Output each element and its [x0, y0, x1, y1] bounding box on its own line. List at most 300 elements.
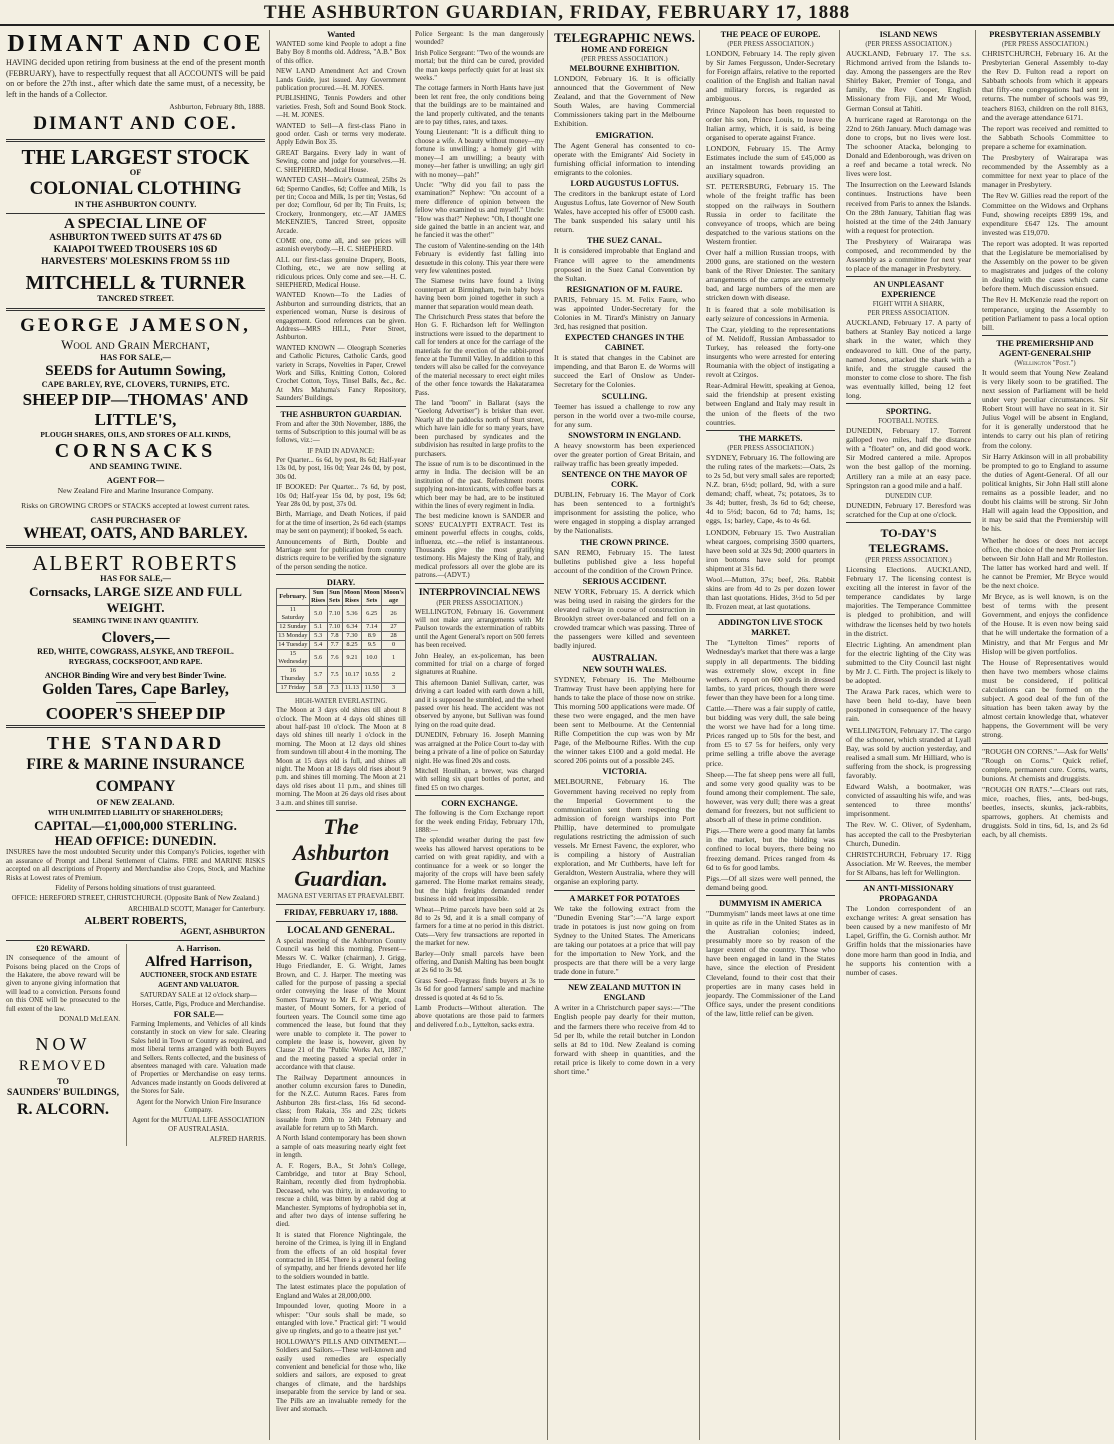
insures-text: INSURES have the most undoubted Security under this Company's Policies, together with an assurance of Prompt and Liberal Settlement of Claims. FIRE and MARINE RISKS accepted on all descriptions of Property and Merchandise also Crops, Stock, and Machine Risks at Lowest rates of Premium. [6, 848, 265, 882]
corn-p2: The splendid weather during the past few weeks has allowed harvest operations to be carried on with great rapidity, and with a continuance for a week or so longer the majority of the crops will have been safely garnered. The Home market remains steady, but the high freights demanded render business in old wheat impossible. [415, 836, 544, 904]
wanted-9: WANTED Known—To the Ladies of Ashburton and surrounding districts, that an experienced woman, Nurse is desirous of engagement. Good references can be given. Address—MRS HILL, Peter Street, Ashburton. [276, 291, 406, 342]
wanted-4: WANTED to Sell—A first-class Piano in good order. Cash or terms very moderate. Apply Edwin Box 35. [276, 121, 406, 147]
head-office: HEAD OFFICE: DUNEDIN. [54, 833, 217, 849]
potato-text: We take the following extract from the "Dunedin Evening Star":—"A large export trade in potatoes is just now going on from Sydney to the United States. The Americans are taking our potatoes at a price that will pay for the importation to New York, and the prospects are that there will be a very large trade done in future." [554, 903, 695, 977]
peace-p2: Prince Napoleon has been requested to order his son, Prince Louis, to leave the Italian army, which, it is said, is being organised to operate against France. [706, 105, 835, 142]
divider [846, 403, 971, 404]
albert-roberts-agent: ALBERT ROBERTS, [84, 915, 187, 928]
dimant-sign: DIMANT AND COE. [33, 113, 238, 135]
melbourne-text: LONDON, February 16. It is officially announced that the Government of New Zealand, and that the Government of New South Wales, are having Commercial Commissioners taking part in the Melbourne Exhibition. [554, 74, 695, 129]
diary-cell: 7.6 [327, 650, 342, 667]
peace-p3: LONDON, February 15. The Army Estimates include the sum of £45,000 as an instalment towards providing an auxiliary squadron. [706, 143, 835, 181]
divider [415, 795, 544, 796]
dunedin-cup-text: DUNEDIN, February 17. Beresford was scratched for the Cup at one o'clock. [846, 500, 971, 519]
markets-press: (PER PRESS ASSOCIATION.) [727, 444, 814, 452]
inter-p2: John Healey, an ex-policeman, has been committed for trial on a charge of forged signatures at Ruahine. [415, 651, 544, 677]
addington-p4: Pigs.—There were a good many fat lambs in the market, but the bidding was confined to local buyers, there being no freezing demand. Prices ranged from 4s 6d to 6s for good lambs. [706, 826, 835, 872]
col2-p9: The issue of rum is to be discontinued in the army in India. The decision will be an institution of the past. Refreshment rooms supplying non-intoxicants, with coffee bars at which beer may be had, are to be instituted within the lines of every regiment in India. [415, 459, 544, 510]
presb-p6: The Rev H. McKenzie read the report on temperance, urging the Assembly to petition Parliament to pass a local option bill. [982, 295, 1108, 332]
peace-p5: Over half a million Russian troops, with 2000 guns, are stationed on the western bank of the River Dniester. The sanitary arrangements of the camps are extremely bad, and large numbers of the men are stricken down with disease. [706, 247, 835, 303]
island-p4: The Presbytery of Wairarapa was composed, and recommended by the Assembly as a committee for next year to place of the manager in Presbytery. [846, 236, 971, 274]
clovers: Clovers,— [101, 630, 170, 647]
diary-cell: 5.7 [309, 667, 327, 684]
diary-cell: 9.21 [342, 650, 362, 667]
ryegrass-line: RYEGRASS, COCKSFOOT, AND RAPE. [68, 657, 203, 667]
island-p3: The Insurrection on the Leeward Islands continues. Instructions have been received from Paris to annex the Islands. On the 28th January, Tahitian flag was hoisted at the time of the 24th January with a request for protection. [846, 180, 971, 235]
todays-p7: CHRISTCHURCH, February 17. Rigg Association. Mr W. Reeves, the member for St Albans, has left for Wellington. [846, 849, 971, 877]
divider [276, 406, 406, 407]
markets-heading: THE MARKETS. [738, 433, 803, 443]
largest-stock-heading: THE LARGEST STOCK [21, 145, 250, 170]
todays-press: (PER PRESS ASSOCIATION.) [865, 556, 952, 564]
fidelity: Fidelity of Persons holding situations of trust guaranteed. [55, 883, 216, 892]
diary-cell: 10.55 [362, 667, 382, 684]
peace-heading: THE PEACE OF EUROPE. [720, 30, 821, 39]
local-5: It is stated that Florence Nightingale, the heroine of the Crimea, is lying ill in England from the effects of an old hospital fever contracted in 1854. There is a general feeling of sympathy, and her friends devoted her life to the soldiers wounded in battle. [276, 1230, 406, 1281]
cornsacks: CORNSACKS [54, 440, 217, 463]
coopers-dip: COOPER'S SHEEP DIP [45, 704, 226, 724]
inter-p5: Mitchell Houlihan, a brewer, was charged with selling six quart bottles of porter, and fined £5 on two charges. [415, 766, 544, 792]
peace-press: (PER PRESS ASSOCIATION.) [727, 41, 814, 48]
cornsacks-2: Cornsacks, LARGE SIZE AND FULL WEIGHT. [29, 584, 242, 616]
inter-p4: DUNEDIN, February 16. Joseph Manning was arraigned at the Police Court to-day with being a private of a line of police on Saturday night. He was fined 20s and costs. [415, 731, 544, 765]
local-6: The latest estimates place the population of England and Wales at 28,000,000. [276, 1283, 406, 1300]
addington-p1: The "Lyttelton Times" reports of Wednesday's market that there was a large supply in all departments. The bidding was extremely slow, except in fine wethers. A report on 600 yards in dressed lambs, to yard prices, though there were fewer than they have been for a long time. [706, 638, 835, 702]
markets-p3: Wool.—Mutton, 37s; beef, 26s. Rabbit skins are from 4d to 2s per dozen lower than last quotations. Hides, 3½d to 5d per lb. Frozen meat, at last quotations. [706, 574, 835, 612]
diary-cell: 6.25 [362, 606, 382, 623]
dummyism-heading: DUMMYISM IN AMERICA [719, 898, 822, 908]
victoria-heading: VICTORIA. [602, 767, 647, 777]
diary-cell: 8.9 [362, 632, 382, 641]
interprovincial-press: (PER PRESS ASSOCIATION.) [436, 599, 523, 607]
diary-cell: 17 Friday [277, 684, 310, 693]
emigration-text: The Agent General has consented to co-operate with the Emigrants' Aid Society in furnishing official information to intending emigrants to the colonies. [554, 140, 695, 177]
diary-cell: 7.3 [327, 684, 342, 693]
diary-cell: 6.34 [342, 623, 362, 632]
addington-heading: ADDINGTON LIVE STOCK MARKET. [718, 618, 823, 638]
plough-shares: PLOUGH SHARES, OILS, AND STORES OF ALL KINDS, [40, 430, 231, 440]
diary-row [277, 667, 406, 684]
diary-cell: 5.4 [309, 641, 327, 650]
diary-cell: 3 [382, 684, 406, 693]
suez-text: It is considered improbable that England and France will agree to the amendments proposed in the Suez Canal Convention by the Sultan. [554, 246, 695, 283]
moon-text: The Moon at 3 days old shines till about 8 o'clock. The Moon at 4 days old shines till about half-past 10 o'clock. The Moon at 8 days old shines till nearly 1 o'clock in the morning. The Moon at 12 days old shines from sundown till about 4 in the morning. The Moon at 15 days old is full, and shines all night. The Moon at 18 days old rises about 9 p.m. and shines till morning. The Moon at 21 days old rises about 11 p.m., and shines till morning. The Moon at 26 days old rises about 3 a.m. and shines till sunrise. [276, 706, 406, 807]
nz-fire: New Zealand Fire and Marine Insurance Company. [57, 486, 214, 496]
diary-th: Moon Sets [363, 589, 380, 605]
agent-for: AGENT FOR— [106, 476, 165, 486]
diary-row [277, 632, 406, 641]
harrison-agent-2: Agent for the MUTUAL LIFE ASSOCIATION OF AUSTRALASIA. [132, 1116, 265, 1133]
sculling-heading: SCULLING. [601, 391, 648, 401]
divider [706, 895, 835, 896]
guardian-terms: From and after the 30th November, 1886, the terms of Subscription to this journal will be as follows, viz.:— [276, 419, 406, 445]
peace-p1: LONDON, February 14. The reply given by Sir James Fergusson, Under-Secretary for Foreign affairs, relative to the reported coalition of the English and Italian naval and military forces, is regarded as ambiguous. [706, 49, 835, 104]
agent-ashburton: AGENT, ASHBURTON [180, 927, 265, 937]
addington-p5: Pigs.—Of all sizes were well penned, the demand being good. [706, 873, 835, 892]
sculling-text: Teemer has issued a challenge to row any person in the world over a two-mile course, for any sum. [554, 401, 695, 429]
mutton-text: A writer in a Christchurch paper says:—"The English people pay dearly for their mutton, and the farmers there who receive from 4d to 5d per lb, while the retail butcher in London sells at 8d to 10d. New Zealand is coming forward with sheep in quantities, and the retail price is likely to come down in a very short time." [554, 1003, 695, 1076]
dummyism-text: "Dummyism" lands meet laws at one time in quite as rife in the United States as in the Australian colonies; indeed, presumably more so by reason of the larger extent of the country. Those who have been engaged in land in the States have, since the election of President Cleveland, found to their cost that their properties are in many cases held in jeopardy. The Commissioner of the Land Office says, under the present conditions of the law, little relief can be given. [706, 908, 835, 1018]
harrison-list: Farming Implements, and Vehicles of all kinds constantly in stock on view for sale. Clearing Sales held in Town or Country as required, and most liberal terms arranged with both Buyers and Sellers. Rents collected, and the business of absentees managed with care. Valuation made of Properties or Merchandise on easy terms. Advances made instantly on Goods delivered at the Stores for Sale. [131, 1019, 266, 1096]
mutton-heading: NEW ZEALAND MUTTON IN ENGLAND [568, 983, 681, 1003]
harrison-sign: ALFRED HARRIS. [209, 1135, 266, 1144]
anchor-wire: ANCHOR Binding Wire and very best Binder Twine. [44, 671, 227, 681]
island-p2: A hurricane raged at Rarotonga on the 22nd to 26th January. Much damage was done to crops, but no lives were lost. The schooner Atacka, belonging to Donald and Edenborough, was driven on a reef and became a total wreck. No lives were lost. [846, 114, 971, 179]
local-heading: LOCAL AND GENERAL. [287, 926, 395, 937]
column-2-left [276, 30, 406, 1415]
emigration-heading: EMIGRATION. [595, 130, 654, 140]
alcorn: R. ALCORN. [16, 1101, 109, 1119]
wanted-5: GREAT Bargains. Every lady in want of Sewing, come and judge for yourselves.—H. C. SHEPHERD, Medical House. [276, 148, 406, 174]
harrison-forsale: FOR SALE— [173, 1009, 224, 1019]
divider [554, 979, 695, 980]
seaming-twine: AND SEAMING TWINE. [89, 462, 182, 472]
diary-cell: 5.6 [309, 650, 327, 667]
paper-date: FRIDAY, FEBRUARY 17, 1888. [284, 908, 398, 918]
wanted-3: PUBLISHING, Tennis Powders and other varieties. Fresh, Soft and Sound Book Stock.—H. M. JONES. [276, 94, 406, 120]
clover-kinds: RED, WHITE, COWGRASS, ALSYKE, AND TREFOIL. [37, 647, 234, 657]
faure-heading: RESIGNATION OF M. FAURE. [566, 284, 683, 294]
sporting-text: DUNEDIN, February 17. Torrent galloped two miles, half the distance with a "floater" on, and did good work. Sir Modred cantered a mile. Apropos won the best gallop of the morning. Artillery ran a mile at an easy pace. Springston ran a good mile and a half. [846, 426, 971, 490]
todays-p3: The Arawa Park races, which were to have been held to-day, have been postponed in consequence of the heavy rain. [846, 687, 971, 724]
divider [6, 213, 265, 214]
standard-heading: THE STANDARD [46, 733, 225, 754]
diary-cell: 7.10 [328, 623, 341, 631]
corn-p3: Wheat—Prime parcels have been sold at 2s 8d to 2s 9d, and it is a small company of farmers for a time at no period in this district. Oats—Very few transactions are reported in the market for new. [415, 905, 544, 948]
diary-cell: 2 [382, 667, 406, 684]
guardian-heading: THE ASHBURTON GUARDIAN. [280, 409, 402, 419]
bottom-ads [6, 944, 266, 1144]
reward-ad [6, 944, 120, 1121]
reward-heading: £20 REWARD. [36, 944, 90, 954]
diary-cell: 0 [382, 641, 406, 650]
todays-p5: Edward Walsh, a bootmaker, was convicted of assaulting his wife, and was sentenced to three months' imprisonment. [846, 782, 971, 819]
diary-cell: 5.36 [342, 606, 362, 623]
reward-text: IN consequence of the amount of Poisons being placed on the Crops of the Hakatere, the above reward will be given to anyone giving information that will lead to a conviction. Persons found on this ONE will be prosecuted to the full extent of the law. [6, 954, 120, 1013]
advance-rates: Per Quarter... 6s 6d, by post, 8s 6d; Half-year 13s 0d, by post, 16s 0d; Year 24s 0d, by post, 30s 0d. [276, 455, 406, 481]
nsw-text: SYDNEY, February 16. The Melbourne Tramway Trust have been applying here for hands to take the place of those now on strike. This morning 500 applications were made. Of these two were engaged, and the men have been sent to Melbourne. At the Centennial Rifle Competition the cup was won by Mr Page, of the Melbourne Rifles. With the cup the winner takes £100 and a gold medal. He scored 206 points out of a possible 245. [554, 674, 695, 766]
diary-row [277, 684, 406, 693]
presb-p2: The report was received and remitted to the Sabbath Schools Committee to prepare a scheme for examination. [982, 123, 1108, 151]
capital: CAPITAL—£1,000,000 STERLING. [34, 818, 237, 834]
wanted-1: WANTED some kind People to adopt a fine Baby Boy 8 months old. Address, "A.B." Box of this office. [276, 40, 406, 65]
diary-cell: 7.5 [327, 667, 342, 684]
loftus-heading: LORD AUGUSTUS LOFTUS. [570, 178, 679, 188]
diary-cell: 11 Saturday [277, 606, 310, 623]
presbyterian-press: (PER PRESS ASSOCIATION.) [1001, 41, 1089, 48]
todays-p6: The Rev. W. C. Oliver, of Sydenham, has accepted the call to the Presbyterian Church, Dunedin. [846, 820, 971, 848]
unpleasant-text: AUCKLAND, February 17. A party of bathers at Stanley Bay noticed a large shark in the water, which they endeavored to kill. One of the party, named Jones, attacked the shark with a knife, and the struggle caused the monster to come close to shore. The fish was eventually killed, being 12 feet long. [846, 318, 971, 400]
diary-cell: 13 Monday [278, 632, 308, 640]
divider [6, 139, 265, 142]
col2-p7: The Christchurch Press states that before the Hon G. F. Richardson left for Wellington instructions were issued to the department to call for tenders at once for the carriage of the materials for the erection of the rabbit-proof fence at the Tummil Valley. In addition to this tenders will also be called for the conveyance of the material necessary to erect eight miles of the other fence towards the Hakataramea Pass. [415, 313, 544, 397]
births-notice: Birth, Marriage, and Death Notices, if paid for at the time of insertion, 2s 6d each (stamps may be sent on payment); if booked, 5s each. [276, 510, 406, 536]
office-address: OFFICE: HEREFORD STREET, CHRISTCHURCH. (Opposite Bank of New Zealand.) [11, 894, 260, 903]
corn-p5: Grass Seed—Ryegrass finds buyers at 3s to 3s 6d for good farmers' sample and machine dressed is quoted at 4s 6d to 5s. [415, 976, 544, 1002]
diary-cell: 7.30 [342, 632, 362, 641]
diary-cell: 7.10 [327, 606, 342, 623]
todays-p2: Electric Lighting. An amendment plan for the electric lighting of the City was submitted to the City Council last night by Mr J. C. Firth. The project is likely to be adopted. [846, 639, 971, 686]
peace-p6: It is feared that a sole mobilisation is early seizure of concessions in Armenia. [706, 304, 835, 323]
colonial-county: IN THE ASHBURTON COUNTY. [74, 200, 197, 210]
col2-p8: The land "boom" in Ballarat (says the "Geelong Advertiser") is brisker than ever. Nearly all the paddocks north of Sturt street, which have lain idle for so many years, have been purchased by syndicates and the subdivision has resulted in large profits to the purchasers. [415, 399, 544, 458]
diary-cell: 10.0 [362, 650, 382, 667]
divider [982, 335, 1108, 336]
archibald-scott: ARCHIBALD SCOTT, Manager for Canterbury. [127, 904, 265, 913]
diary-cell: 5.3 [309, 632, 327, 641]
harrison-label: A. Harrison. [176, 944, 221, 954]
diary-row [277, 606, 406, 623]
has-for-sale-2: HAS FOR SALE,— [100, 574, 171, 584]
diary-cell: 5.0 [309, 606, 327, 623]
has-for-sale: HAS FOR SALE,— [100, 353, 171, 363]
diary-th: Moon Rises [343, 589, 360, 605]
presb-p1: CHRISTCHURCH, February 16. At the Presbyterian General Assembly to-day the Rev D. Fulton read a report on Sabbath schools from which it appears that fifty-one congregations had sent in returns. The number of schools was 99, teachers 8163, children on the roll 8163, and the average attendance 6171. [982, 49, 1108, 122]
diary-cell: 16 Thursday [277, 667, 310, 684]
wanted-2: NEW LAND Amendment Act and Crown Lands Guide, just issued. Any Government publication procured.—H. M. JONES. [276, 67, 406, 93]
george-jameson: GEORGE JAMESON, [20, 315, 251, 337]
column-2-right [410, 30, 544, 1031]
corn-p6: Lamb Products—Without alteration. The above quotations are those paid to farmers and delivered f.o.b., Lyttelton, sacks extra. [415, 1004, 544, 1029]
spacer [6, 1025, 120, 1033]
of-nz: OF NEW ZEALAND. [96, 798, 175, 808]
golden-tares: Golden Tares, Cape Barley, [42, 681, 229, 699]
unpleasant-press: PER PRESS ASSOCIATION. [867, 310, 950, 318]
dimant-title: DIMANT AND COE [7, 31, 264, 57]
sporting-heading: SPORTING. [885, 407, 932, 417]
column-peace-markets [702, 30, 840, 1440]
mitchell-turner: MITCHELL & TURNER [25, 272, 246, 295]
dimant-date: Ashburton, February 8th, 1888. [169, 102, 265, 111]
col2-p1: Irish Police Sergeant: "Two of the wounds are mortal; but the third can be cured, provided the man keeps perfectly quiet for at least six weeks." [415, 48, 544, 83]
paper-title: The Ashburton Guardian. [292, 814, 390, 892]
divider [554, 890, 695, 891]
markets-p1: SYDNEY, February 16. The following are the ruling rates of the markets:—Oats, 2s to 2s 5d, but very small sales are reported; N.Z. bran, 6½d; pollard, 9d, with a sure demand; chaff, wheat, 7s; potatoes, 3s to 3s 4d; butter, fresh, 3s 6d to 6d; cheese, 4d to 5½d; bacon, 6d to 7d; hams, 1s; eggs, 1s; barley, Cape, 4s to 4s 6d. [706, 452, 835, 526]
wanted-6: WANTED CASH—Moir's Oatmeal, 25lbs 2s 6d; Spermo Candles, 6d; Coffee and Milk, 1s per tin; Cocoa and Milk, 1s per tin; Vestas, 6d per doz; Cornflour, 6d per lb; Tin Fruits, 1s; Crockery, Ironmongery, etc.—AT JAMES McKENZIE'S, Tancred Street, opposite Arcade. [276, 176, 406, 235]
diary-cell: 11.50 [362, 684, 382, 693]
moon-heading: HIGH-WATER EVERLASTING. [294, 698, 388, 706]
wool-grain: Wool and Grain Merchant, [61, 337, 210, 353]
todays-p1: Licensing Elections. AUCKLAND, February 17. The licensing contest is exciting all the interest in favor of the temperance candidates by large majorities. The Temperance Committee is pledged to prohibition, and will withdraw the licenses held by two hotels in the district. [846, 564, 971, 638]
nsw-heading: NEW SOUTH WALES. [582, 664, 667, 674]
seeds-line: SEEDS for Autumn Sowing, [45, 363, 226, 380]
diary-th: Sun Rises [311, 589, 326, 605]
premier-p3: Whether he does or does not accept office, the choice of the next Premier lies between Sir John Hall and Mr Rolleston. The latter has worked hard and well. If he cannot be Premier, Mr Bryce would be the next choice. [982, 535, 1108, 590]
column-presbyterian [978, 30, 1112, 1440]
trousers-line: KAIAPOI TWEED TROUSERS 10S 6D [53, 245, 218, 256]
diary-cell: 28 [382, 632, 406, 641]
wheat-oats: WHEAT, OATS, AND BARLEY. [23, 525, 248, 543]
cape-barley: CAPE BARLEY, RYE, CLOVERS, TURNIPS, ETC. [41, 380, 230, 390]
diary-cell: 12 Sunday [277, 623, 310, 632]
peace-p7: The Czar, yielding to the representations of M. Nelidoff, Russian Ambassador to Turkey, has released the forty-one insurgents who were arrested for entering Roumania with the object of instigating a revolt at Czirgos. [706, 324, 835, 380]
island-p1: AUCKLAND, February 17. The s.s. Richmond arrived from the Islands to-day. Among the passengers are the Rev Shirley Baker, Premier of Tonga, and family, the Rev Cooper, English Missionary from Fiji, and Mr Wood, German Consul at Tahiti. [846, 49, 971, 113]
saunders-buildings: SAUNDERS' BUILDINGS, [7, 1088, 119, 1099]
cabinet-heading: EXPECTED CHANGES IN THE CABINET. [564, 333, 685, 353]
albert-roberts: ALBERT ROBERTS [32, 551, 239, 576]
col2-p4: Uncle: "Why did you fail to pass the examination?" Nephew: "On account of a mere difference of opinion between the fellow who examined us and myself." Uncle: "How was that?" Nephew: "Oh, I thought one side gained the battle in an ancient war, and he fancied it was the other!" [415, 180, 544, 240]
faure-text: PARIS, February 15. M. Felix Faure, who was appointed Under-Secretary for the Colonies in M. Tirard's Ministry on January 3rd, has resigned that position. [554, 294, 695, 332]
football-heading: FOOTBALL NOTES. [878, 418, 939, 426]
paid-in-advance: IF PAID IN ADVANCE: [307, 447, 375, 455]
peace-p4: ST. PETERSBURG, February 15. The whole of the freight traffic has been stopped on the railways in Southern Russia in order to facilitate the conveyance of troops, which are being despatched to the various stations on the Western frontier. [706, 182, 835, 246]
island-press: (PER PRESS ASSOCIATION.) [865, 41, 952, 48]
suits-line: ASHBURTON TWEED SUITS AT 47S 6D [49, 233, 222, 244]
victoria-text: MELBOURNE, February 16. The Government having received no reply from the Imperial Government to the communication sent them respecting the admission of foreign warships into Port Phillip, have determined to promulgate regulations restricting the admission of such vessels. Mr Ernest Favenc, the explorer, who is compiling a history of Australian exploration, and Mr Cuthberts, have left for Geraldton, Western Australia, where they will organise an exploring party. [554, 777, 695, 887]
col2-p5: The custom of Valentine-sending on the 14th February is evidently fast falling into desuetude in this colony. This year there were very few valentines posted. [415, 241, 544, 275]
crown-heading: THE CROWN PRINCE. [580, 537, 669, 547]
todays-p4: WELLINGTON, February 17. The cargo of the schooner, which stranded at Lyall Bay, was sold by auction yesterday, and realised a small sum. Mr Hilliard, who is suffering from the shock, is progressing favorably. [846, 725, 971, 780]
crown-text: SAN REMO, February 15. The latest bulletins published give a less hopeful account of the condition of the Crown Prince. [554, 547, 695, 575]
divider [116, 702, 156, 703]
local-2: The Railway Department announces in another column excursion fares to Dunedin, for the N.Z.C. Autumn Races. Fares from Ashburton 28s first-class, 16s 6d second-class; from Rakaia, 35s and 22s; tickets issuable from 20th to 24th February and available for return up to 5th March. [276, 1073, 406, 1132]
moleskins-line: HARVESTERS' MOLESKINS FROM 5S 11D [41, 257, 230, 268]
unpleasant-heading: AN UNPLEASANT EXPERIENCE [873, 280, 944, 300]
press-association: (PER PRESS ASSOCIATION.) [581, 56, 668, 63]
suez-heading: THE SUEZ CANAL. [587, 236, 662, 246]
diary-cell: 9.5 [362, 641, 382, 650]
snowstorm-text: A heavy snowstorm has been experienced over the greater portion of Great Britain, and railway traffic has been greatly impeded. [554, 440, 695, 468]
corn-p4: Barley—Only small parcels have been offering, and Danish Malting has been bought at 2s 6d to 3s 9d. [415, 949, 544, 975]
corn-heading: CORN EXCHANGE. [441, 799, 518, 809]
column-telegraphic [550, 30, 700, 1440]
wanted-8: ALL our first-class genuine Drapery, Boots, Clothing, etc., we are now selling at ridiculous prices. Only come and see.—H. C. SHEPHERD, Medical House. [276, 255, 406, 289]
rough-on-rats: "ROUGH ON RATS."—Clears out rats, mice, roaches, flies, ants, bed-bugs, beetles, insects, skunks, jack-rabbits, sparrows, gophers. At chemists and druggists. Sold in tins, 6d, 1s, and 2s 6d each, by all chemists. [982, 784, 1108, 840]
telegraphic-heading: TELEGRAPHIC NEWS. [554, 30, 695, 45]
diary-th: Sun Sets [329, 589, 341, 605]
divider [276, 810, 406, 811]
harrison-agent: Agent for the Norwich Union Fire Insurance Company. [136, 1097, 261, 1114]
potato-heading: A MARKET FOR POTATOES [569, 893, 680, 903]
divider [415, 583, 544, 584]
diary-body [277, 606, 406, 693]
booked-rates: IF BOOKED: Per Quarter... 7s 6d, by post, 10s 0d; Half-year 15s 0d, by post, 19s 6d; Year 28s 0d, by post, 37s 0d. [276, 483, 406, 508]
rough-on-corns: "ROUGH ON CORNS."—Ask for Wells' "Rough on Corns." Quick relief, complete, permanent cure. Corns, warts, bunions. At chemists and druggists. [982, 746, 1109, 783]
divider [276, 904, 406, 905]
premier-p2: Sir Harry Atkinson will in all probability be prompted to go to England to assume the duties of Agent-General. Of all our political knights, Sir John Hall still alone remains as a possible leader, and no doubt his claims will be strong. Sir John Hall will again lead the Opposition, and it may be said that the Premiership will be his. [982, 451, 1108, 534]
diary-th: February. [277, 589, 310, 606]
fire-marine: FIRE & MARINE INSURANCE COMPANY [26, 756, 245, 796]
colonial-clothing: COLONIAL CLOTHING [29, 178, 242, 200]
diary-cell: 8.25 [342, 641, 362, 650]
premier-p4: Mr Bryce, as is well known, is on the best of terms with the present Government, and enjoys the confidence of the House. It is even now being said that he will undertake the formation of a Ministry, and that Mr Fergus and Mr Hislop will be given portfolios. [982, 592, 1108, 656]
divider [6, 725, 265, 728]
australian-heading: AUSTRALIAN. [591, 653, 658, 664]
sheep-dip: SHEEP DIP—THOMAS' AND LITTLE'S, [22, 390, 249, 430]
anti-missionary-text: The London correspondent of an exchange writes: A great sensation has been caused by a new manifesto of Mr Lapel, Griffin, the G. Cornish author. Mr Griffin holds that the missionaries have done more harm than good in India, and he supports his contention with a number of cases. [846, 904, 971, 977]
presb-p5: The report was adopted. It was reported that the Legislature be memorialised by the Assembly on the power to be given to magistrates and judges of the colony in dealing with the cases which came before them. Much discussion ensued. [982, 238, 1108, 294]
column-island-telegrams [842, 30, 976, 1440]
tancred-street: TANCRED STREET. [97, 294, 174, 304]
wanted-7: COME one, come all, and see prices will astonish everybody.—H. C. SHEPHERD. [276, 236, 406, 254]
loftus-text: The creditors in the bankrupt estate of Lord Augustus Loftus, late Governor of New South Wales, have accepted his offer of £5000 cash. The bank suspended his salary until his return. [554, 188, 695, 235]
harrison-name: Alfred Harrison, [144, 954, 253, 971]
addington-p3: Sheep.—The fat sheep pens were all full, and some very good quality was to be found among their complement. The sale, however, was very dull; there was a great demand for freezers, but not sufficient to absorb all of these in prime condition. [706, 769, 835, 825]
anti-missionary-heading: AN ANTI-MISSIONARY PROPAGANDA [863, 884, 954, 904]
largest-of: OF [129, 168, 142, 178]
presb-p4: The Rev W. Gillies read the report of the Committee on the Widows and Orphans Fund, showing receipts £899 19s, and expenditure £647 12s. The amount invested was £19,070. [982, 191, 1108, 237]
diary-head-row [277, 589, 406, 606]
cash-purchaser: CASH PURCHASER OF [90, 516, 181, 526]
holloway: HOLLOWAY'S PILLS AND OINTMENT.—Soldiers and Sailors.—These well-known and easily used remedies are especially convenient and beneficial for those who, like soldiers and sailors, are exposed to great changes of climate, and the hardships inseparable from the service by land or sea. The Pills are an invaluable remedy for the liver and stomach. [276, 1337, 406, 1413]
to-word: TO [57, 1077, 69, 1087]
unpleasant-sub: FIGHT WITH A SHARK, [872, 301, 945, 309]
diary-th: Moon's age [383, 589, 404, 605]
dimant-notice: HAVING decided upon retiring from business at the end of the present month (FEBRUARY), have to respectfully request that all ACCOUNTS will be paid on or before the 27th inst., after which date the same must, of a necessity, be left in the hands of a Collector. [6, 58, 265, 99]
liability: WITH UNLIMITED LIABILITY OF SHAREHOLDERS; [48, 809, 223, 818]
accident-text: NEW YORK, February 15. A derrick which was being used in raising the girders for the elevated railway in course of construction in Brooklyn street over-balanced and fell on a crowded tramcar which was passing. Three of the passengers were killed and seventeen badly injured. [554, 586, 695, 651]
col2-p3: Young Lieutenant: "It is a difficult thing to choose a wife. A beauty without money—my fortune is unwilling; a homely girl with money—I am unwilling; a beauty with money—her father is unwilling; an ugly girl with no money—pah!" [415, 128, 544, 179]
premier-p5: The House of Representatives would then have two members whose claims must be considered, if political calculations can be formed on the subject. A good deal of the fun of the situation has been taken away by the almost certain knowledge that, whatever happens, the Government will be very strong. [982, 657, 1108, 740]
paper-motto: MAGNA EST VERITAS ET PRAEVALEBIT. [277, 893, 405, 901]
diary-cell: 7.14 [362, 623, 382, 632]
diary-row [277, 623, 406, 632]
island-heading: ISLAND NEWS [879, 30, 938, 39]
diary-cell: 14 Tuesday [278, 641, 308, 649]
interprovincial-heading: INTERPROVINCIAL NEWS [418, 587, 541, 598]
masthead-title: THE ASHBURTON GUARDIAN, FRIDAY, FEBRUARY 17, 1888 [263, 2, 851, 23]
home-foreign: HOME AND FOREIGN [581, 45, 668, 54]
dunedin-cup-heading: DUNEDIN CUP. [885, 492, 932, 500]
diary-row [277, 650, 406, 667]
col2-p10: The best medicine known is SANDER and SONS' EUCALYPTI EXTRACT. Test its eminent powerful effects in coughs, colds, influenza, etc.—the relief is instantaneous. Thousands give the most gratifying testimony. His Majesty the King of Italy, and medical professors all over the globe are its patrons.—(ADVT.) [415, 512, 544, 580]
todays-telegrams-heading: TO-DAY'S TELEGRAMS. [868, 525, 949, 555]
diary-cell: 11.13 [342, 684, 362, 693]
cork-heading: SENTENCE ON THE MAYOR OF CORK. [561, 470, 688, 490]
diary-cell: 27 [382, 623, 406, 632]
divider [6, 940, 265, 941]
diary-table [276, 588, 406, 693]
seaming-twine-2: SEAMING TWINE IN ANY QUANTITY. [72, 617, 199, 626]
now-word: NOW [35, 1034, 91, 1055]
local-4: A. F. Rogers, B.A., St John's College, Cambridge, and tutor at Bray School, Rainham, recently died from hydrophobia. Deceased, who was thirty, in endeavoring to rescue a child, was bitten by a rabid dog at Manchester. Symptoms of hydrophobia set in, and after two days of intense suffering he died. [276, 1161, 406, 1229]
announce-notice: Announcements of Birth, Double and Marriage sent for publication from country districts require to be verified by the signature of the person sending the notice. [276, 537, 406, 571]
presbyterian-heading: PRESBYTERIAN ASSEMBLY [989, 30, 1101, 39]
melbourne-heading: MELBOURNE EXHIBITION. [569, 64, 680, 73]
inter-p1: WELLINGTON, February 16. Government will not make any arrangements with Mr Paulson towards the extermination of rabbits until the Agent General's report on 500 ferrets has been received. [415, 607, 544, 650]
presb-p3: The Presbytery of Wairarapa was recommended by the Assembly as a committee for next year to place of the manager in Presbytery. [982, 153, 1108, 190]
wanted-heading: Wanted [327, 30, 355, 39]
addington-p2: Cattle.—There was a fair supply of cattle, but bidding was very dull, the sale being the worst we have had for a long time. Prices ranged up to 50s for the best, and from £5 to £7 5s for heifers, only very prime selling a trifle above the average price. [706, 704, 835, 768]
diary-cell: 26 [382, 606, 406, 623]
divider [982, 743, 1108, 744]
harrison-sale: SATURDAY SALE at 12 o'clock sharp—Horses, Cattle, Pigs, Produce and Merchandise. [131, 991, 266, 1008]
premier-p1: It would seem that Young New Zealand is very likely soon to be gratified. The next session of Parliament will be held under very peculiar circumstances. Sir Robert Stout will have no seat in it. Sir Julius Vogel will be absent in England, for it is generally understood that he intends to carry out his plan of retiring from the colony. [982, 367, 1108, 450]
diary-cell: 10.17 [342, 667, 362, 684]
diary-cell: 7.8 [327, 632, 342, 641]
diary-cell: 5.8 [309, 684, 327, 693]
divider [846, 276, 971, 277]
diary-cell: 7.7 [327, 641, 342, 650]
premiership-source: (Wellington "Post.") [1014, 359, 1076, 367]
divider [276, 574, 406, 575]
column-advertisements [2, 30, 270, 1440]
premiership-heading: THE PREMIERSHIP AND AGENT-GENERALSHIP [996, 338, 1094, 358]
inter-p3: This afternoon Daniel Sullivan, carter, was driving a cart loaded with earth down a hill, and it is supposed he stumbled, and the wheel passed over his head. The accident was not observed by anyone, but Sullivan was found lying on the road quite dead. [415, 678, 544, 729]
diary-cell: 1 [382, 650, 406, 667]
diary-heading: DIARY. [326, 578, 356, 588]
diary-cell: 15 Wednesday [278, 650, 308, 666]
special-line: A SPECIAL LINE OF [64, 216, 207, 233]
harrison-ad [126, 944, 266, 1146]
local-3: A North Island contemporary has been shown a sample of oats measuring nearly eight feet in length. [276, 1134, 406, 1160]
corn-p1: The following is the Corn Exchange report for the week ending Friday, February 17th, 1888:— [415, 809, 544, 834]
col2-p6: The Siamese twins have found a living counterpart at Birmingham, twin baby boys having been born joined together in such a manner that separation would mean death. [415, 277, 544, 311]
col2-p2: The cottage farmers in North Hants have just been let rent free, the only conditions being that the buildings are to be maintained and the land properly cultivated, and the tenants are to pay tithes, rates, and taxes. [415, 84, 544, 127]
harrison-sub: AUCTIONEER, STOCK AND ESTATE AGENT AND VALUATOR. [140, 972, 257, 990]
diary-row [277, 641, 406, 650]
diary-cell: 5.1 [309, 623, 327, 632]
